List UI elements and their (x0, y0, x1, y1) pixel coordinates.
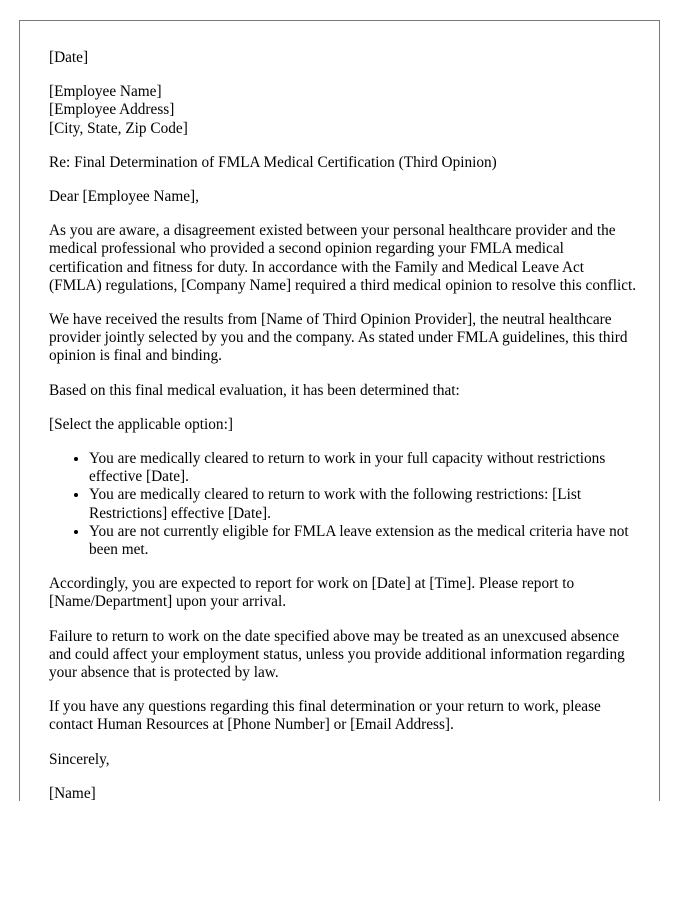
option-item-full-clearance: • You are medically cleared to return to work in your full capacity without restrictions effective [Date]. (89, 450, 639, 486)
closing: Sincerely, (49, 750, 110, 768)
salutation: Dear [Employee Name], (49, 188, 199, 206)
subject-line: Re: Final Determination of FMLA Medical Certification (Third Opinion) (49, 153, 497, 171)
paragraph-contact-hr: If you have any questions regarding this final determination or your return to work, please contact Human Resources at [Phone Number] or [Email Address]. (49, 698, 601, 734)
letter-date: [Date] (49, 49, 89, 66)
recipient-address: [Employee Address] (49, 101, 175, 119)
option-item-restricted-clearance: • You are medically cleared to return to work with the following restrictions: [List Restrictions] effective [Date]. (89, 486, 639, 522)
paragraph-third-opinion-results: We have received the results from [Name of Third Opinion Provider], the neutral healthcare provider jointly selected by you and the company. As stated under FMLA guidelines, this third opinion is final and binding. (49, 311, 628, 365)
signature-name: [Name] (49, 784, 96, 801)
determination-options-list (49, 450, 639, 559)
letter-body (49, 49, 639, 801)
paragraph-report-for-work: Accordingly, you are expected to report for work on [Date] at [Time]. Please report to [Name/Department] upon your arrival. (49, 575, 575, 611)
paragraph-disagreement: As you are aware, a disagreement existed between your personal healthcare provider and the medical professional who provided a second opinion regarding your FMLA medical certification and fitness for duty. In accordance with the Family and Medical Leave Act (FMLA) regulations, [Company Name] required a third medical opinion to resolve this conflict. (49, 222, 637, 294)
option-item-not-eligible: • You are not currently eligible for FMLA leave extension as the medical criteria have not been met. (89, 523, 639, 559)
paragraph-failure-to-return: Failure to return to work on the date specified above may be treated as an unexcused absence and could affect your employment status, unless you provide additional information regarding your absence that is protected by law. (49, 627, 625, 682)
recipient-name: [Employee Name] (49, 83, 162, 101)
recipient-city-state-zip: [City, State, Zip Code] (49, 119, 188, 137)
option-prompt: [Select the applicable option:] (49, 415, 233, 433)
letter-page (19, 20, 660, 801)
paragraph-determination-intro: Based on this final medical evaluation, it has been determined that: (49, 381, 460, 399)
recipient-address-block (49, 83, 639, 138)
